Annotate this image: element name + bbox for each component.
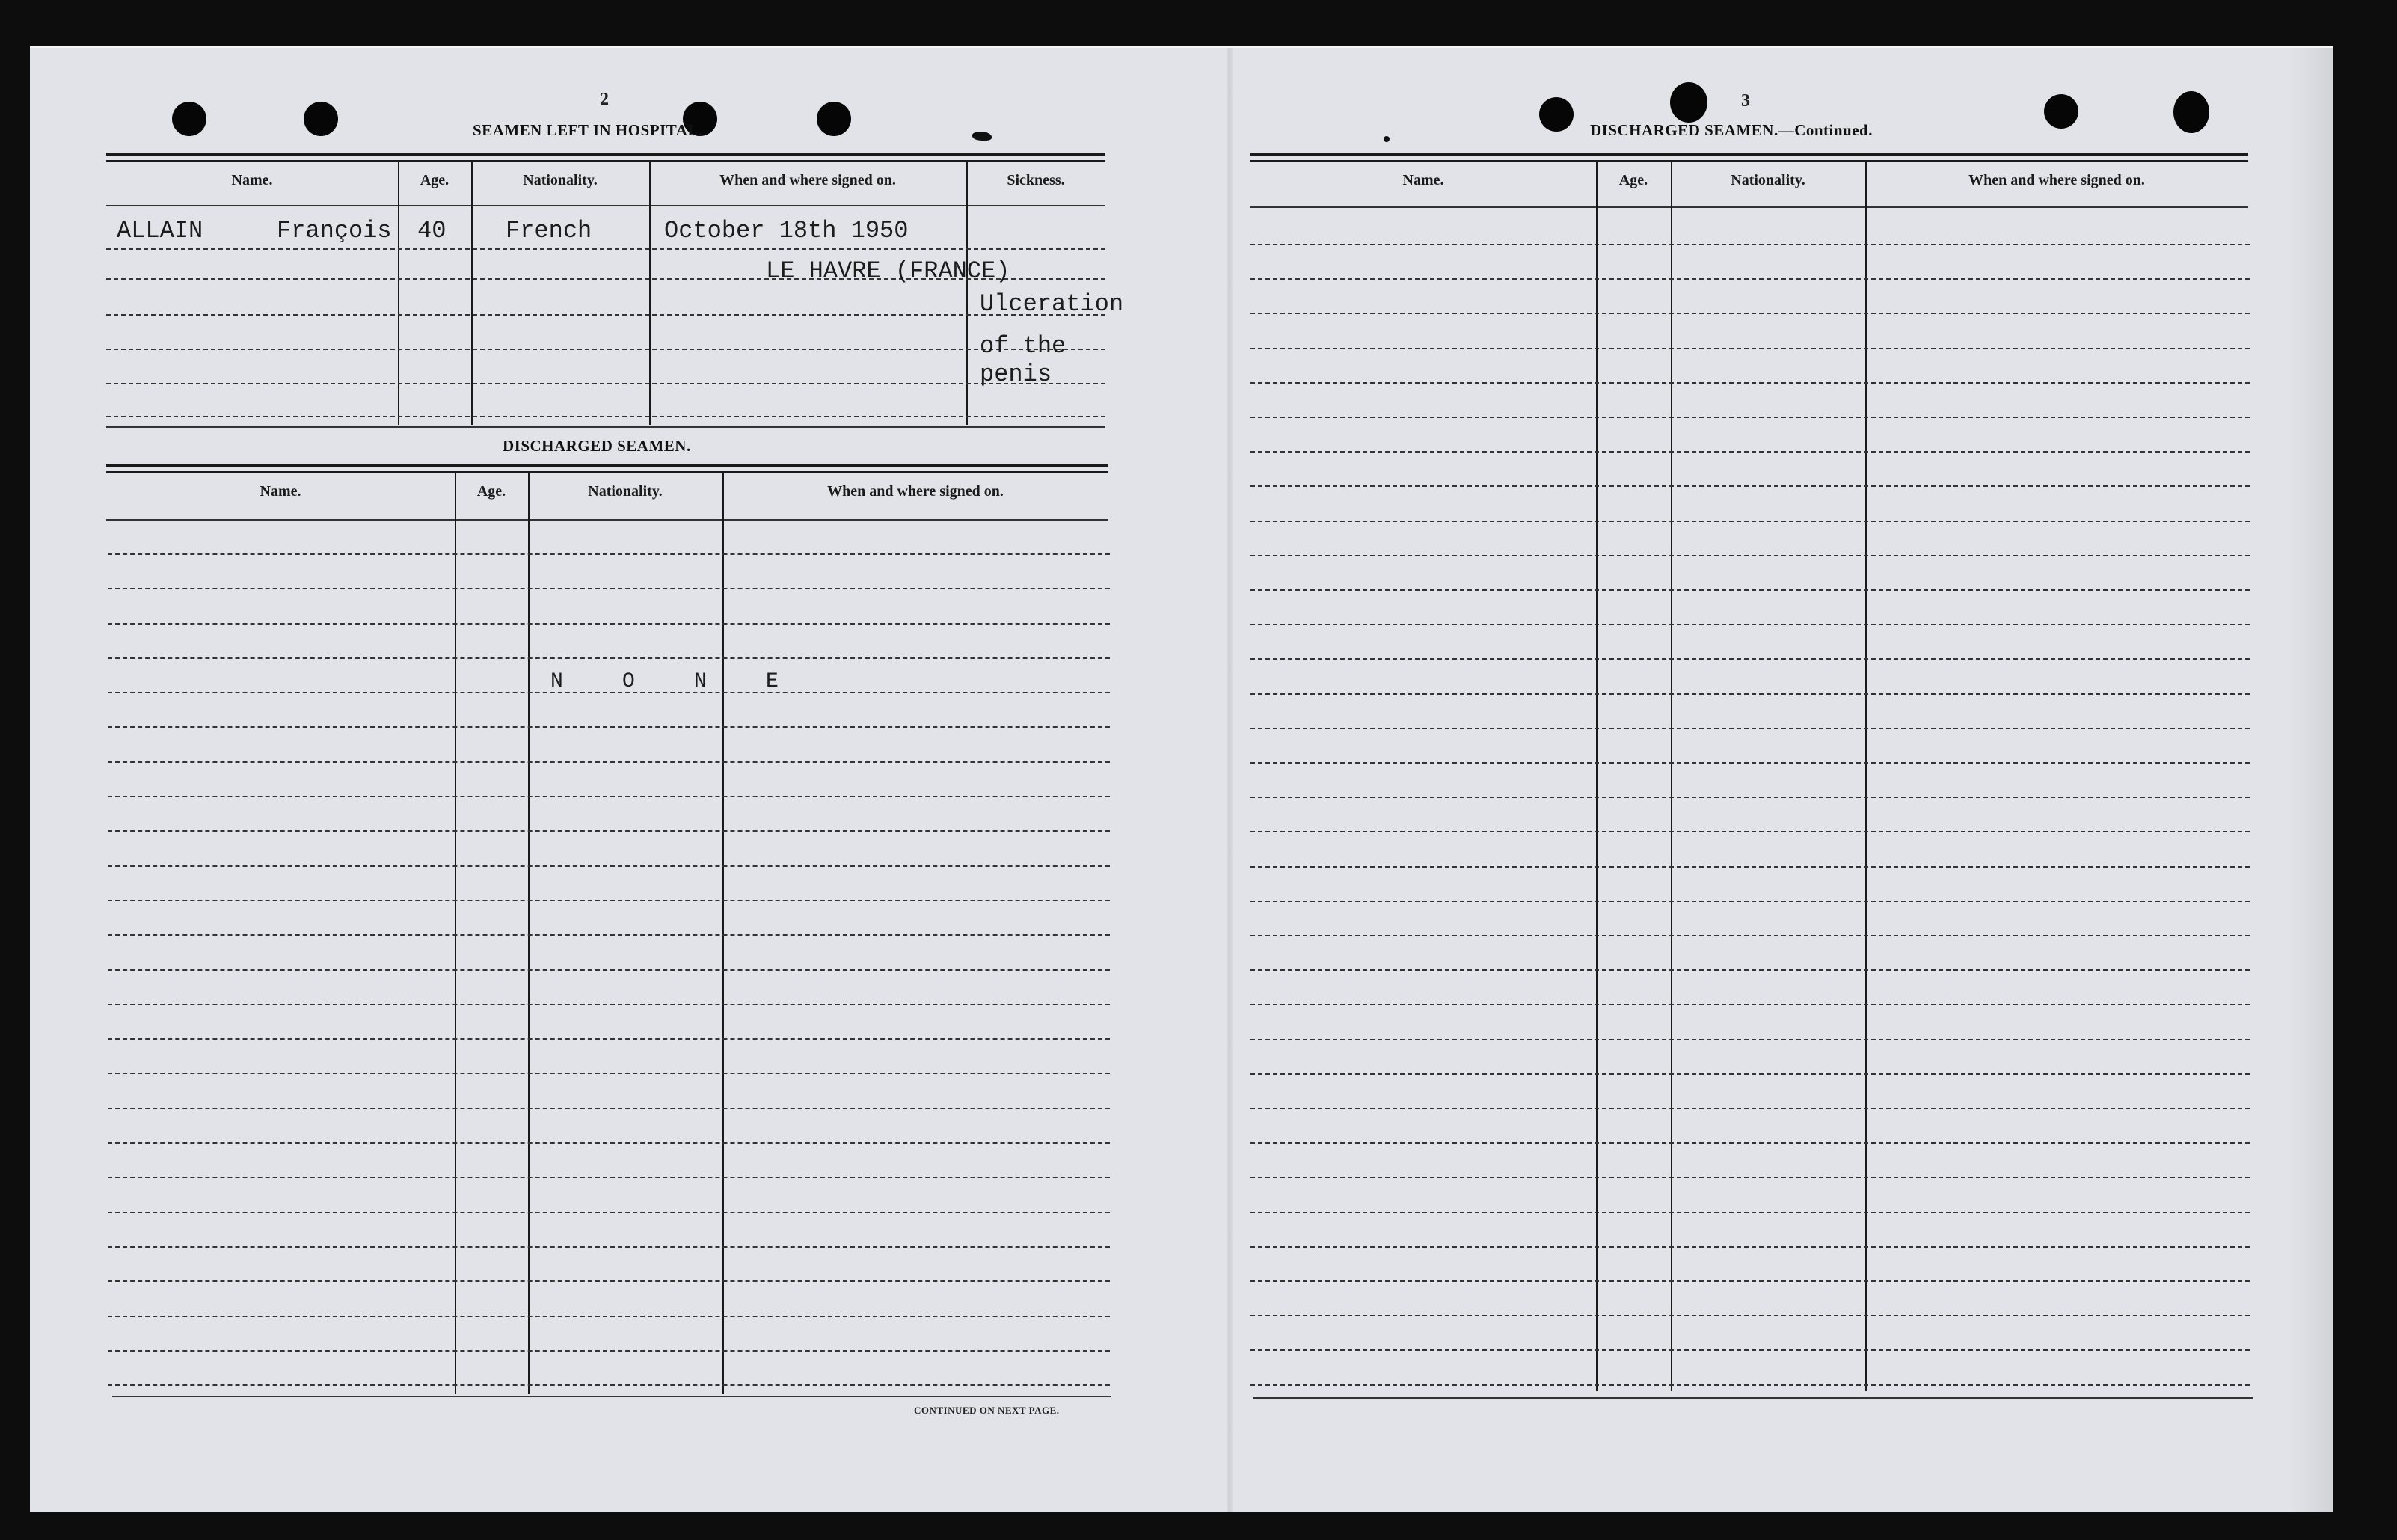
none-letter: N [694, 670, 707, 693]
table-row-line [108, 969, 1110, 971]
page-number-right: 3 [1741, 91, 1750, 111]
table-row-line [1250, 624, 2250, 625]
table-row-line [106, 248, 1105, 250]
table-row-line [108, 623, 1110, 625]
col-name-header: Name. [231, 172, 273, 188]
table-row-line [108, 1038, 1110, 1040]
entry-sickness-line: penis [980, 361, 1052, 388]
table-row-line [108, 1177, 1110, 1178]
table-row-line [108, 553, 1110, 555]
table-row-line [1250, 1039, 2250, 1040]
none-letter: E [766, 670, 779, 693]
table-row-line [1250, 1246, 2250, 1248]
table-row-line [1250, 382, 2250, 384]
entry-given-name: François [277, 217, 392, 245]
table-row-line [108, 588, 1110, 589]
table-row-line [106, 314, 1105, 316]
table-row-line [1250, 278, 2250, 280]
entry-signed-on-place: LE HAVRE (FRANCE) [766, 257, 1010, 285]
table-row-line [1250, 1004, 2250, 1005]
punch-hole [172, 102, 206, 136]
discharged-col-divider [722, 473, 724, 1394]
table-row-line [1250, 693, 2250, 695]
table-row-line [108, 865, 1110, 867]
table-row-line [1250, 901, 2250, 902]
punch-hole [1539, 97, 1574, 132]
col-nationality-header: Nationality. [523, 172, 598, 188]
table-row-line [1250, 555, 2250, 556]
table-row-line [1250, 1212, 2250, 1213]
table-row-line [108, 1004, 1110, 1005]
right-col-divider [1596, 162, 1598, 1391]
entry-sickness-line: Ulceration [980, 290, 1124, 318]
none-letter: N [550, 670, 563, 693]
col-age-header: Age. [1618, 172, 1648, 188]
col-signed-on-header: When and where signed on. [719, 172, 896, 188]
table-row-line [108, 830, 1110, 832]
table-row-line [108, 726, 1110, 728]
table-row-line [108, 1316, 1110, 1317]
right-top-rule-inner [1250, 160, 2248, 162]
hospital-top-rule [106, 153, 1105, 156]
sheet-edge-shadow [2289, 48, 2333, 1512]
table-row-line [108, 1142, 1110, 1144]
table-row-line [106, 349, 1105, 350]
continued-footer: CONTINUED ON NEXT PAGE. [914, 1405, 1060, 1416]
table-row-line [1250, 1280, 2250, 1282]
right-header-rule [1250, 206, 2248, 208]
table-row-line [1250, 313, 2250, 314]
table-row-line [108, 1073, 1110, 1074]
col-name-header: Name. [260, 483, 301, 500]
col-nationality-header: Nationality. [1731, 172, 1805, 188]
ink-speck [1384, 136, 1390, 142]
discharged-top-rule-inner [106, 471, 1108, 473]
punch-hole [2044, 94, 2078, 129]
table-row-line [1250, 589, 2250, 591]
hospital-bottom-rule [106, 426, 1105, 428]
right-col-divider [1671, 162, 1672, 1391]
table-row-line [108, 934, 1110, 936]
table-row-line [108, 1350, 1110, 1352]
right-col-divider [1865, 162, 1867, 1391]
table-row-line [106, 416, 1105, 417]
table-row-line [108, 1280, 1110, 1282]
discharged-col-divider [528, 473, 530, 1394]
table-row-line [1250, 1108, 2250, 1109]
table-row-line [108, 657, 1110, 659]
discharged-col-divider [455, 473, 456, 1394]
table-row-line [1250, 348, 2250, 349]
table-row-line [1250, 485, 2250, 487]
table-row-line [1250, 728, 2250, 729]
entry-age: 40 [417, 217, 446, 245]
table-row-line [1250, 1384, 2250, 1386]
col-sickness-header: Sickness. [1007, 172, 1065, 188]
table-row-line [1250, 244, 2250, 245]
table-row-line [1250, 521, 2250, 522]
discharged-top-rule [106, 464, 1108, 467]
discharged-header-rule [106, 519, 1108, 521]
col-signed-on-header: When and where signed on. [1968, 172, 2145, 188]
table-row-line [108, 1246, 1110, 1248]
punch-hole [817, 102, 851, 136]
table-row-line [108, 796, 1110, 797]
entry-sickness-line: of the [980, 332, 1066, 360]
table-row-line [108, 1212, 1110, 1213]
table-row-line [1250, 1177, 2250, 1178]
table-row-line [108, 1108, 1110, 1109]
table-row-line [1250, 935, 2250, 936]
table-row-line [108, 1384, 1110, 1386]
col-age-header: Age. [476, 483, 506, 500]
table-row-line [106, 383, 1105, 384]
table-row-line [1250, 417, 2250, 418]
table-row-line [1250, 1142, 2250, 1144]
discharged-bottom-rule [112, 1396, 1111, 1397]
right-section-title: DISCHARGED SEAMEN.—Continued. [1590, 121, 1873, 139]
page-number-left: 2 [600, 90, 609, 109]
col-age-header: Age. [420, 172, 449, 188]
none-letter: O [622, 670, 635, 693]
table-row-line [1250, 969, 2250, 971]
table-row-line [1250, 866, 2250, 868]
right-bottom-rule [1253, 1397, 2253, 1399]
hospital-top-rule-inner [106, 160, 1105, 162]
table-row-line [1250, 1349, 2250, 1351]
entry-nationality: French [506, 217, 592, 245]
col-nationality-header: Nationality. [588, 483, 663, 500]
entry-signed-on-date: October 18th 1950 [664, 217, 909, 245]
hospital-col-divider [471, 162, 473, 425]
table-row-line [1250, 451, 2250, 453]
page-fold [1227, 48, 1233, 1512]
table-row-line [108, 900, 1110, 901]
table-row-line [1250, 1315, 2250, 1316]
punch-hole [1670, 82, 1707, 123]
punch-hole [304, 102, 338, 136]
hospital-col-divider [398, 162, 399, 425]
right-top-rule [1250, 153, 2248, 156]
table-row-line [1250, 658, 2250, 660]
discharged-section-title: DISCHARGED SEAMEN. [503, 437, 691, 455]
hospital-col-divider [649, 162, 651, 425]
entry-surname: ALLAIN [117, 217, 203, 245]
hospital-section-title: SEAMEN LEFT IN HOSPITAL. [473, 121, 703, 139]
col-name-header: Name. [1402, 172, 1444, 188]
document-sheet [30, 46, 2333, 1512]
col-signed-on-header: When and where signed on. [827, 483, 1004, 500]
table-row-line [1250, 831, 2250, 832]
table-row-line [1250, 1073, 2250, 1075]
table-row-line [108, 692, 1110, 693]
table-row-line [1250, 762, 2250, 764]
punch-hole [2173, 91, 2209, 133]
hospital-header-rule [106, 205, 1105, 206]
table-row-line [108, 761, 1110, 763]
hospital-col-divider [966, 162, 968, 425]
ink-blot [972, 132, 992, 141]
table-row-line [1250, 797, 2250, 798]
